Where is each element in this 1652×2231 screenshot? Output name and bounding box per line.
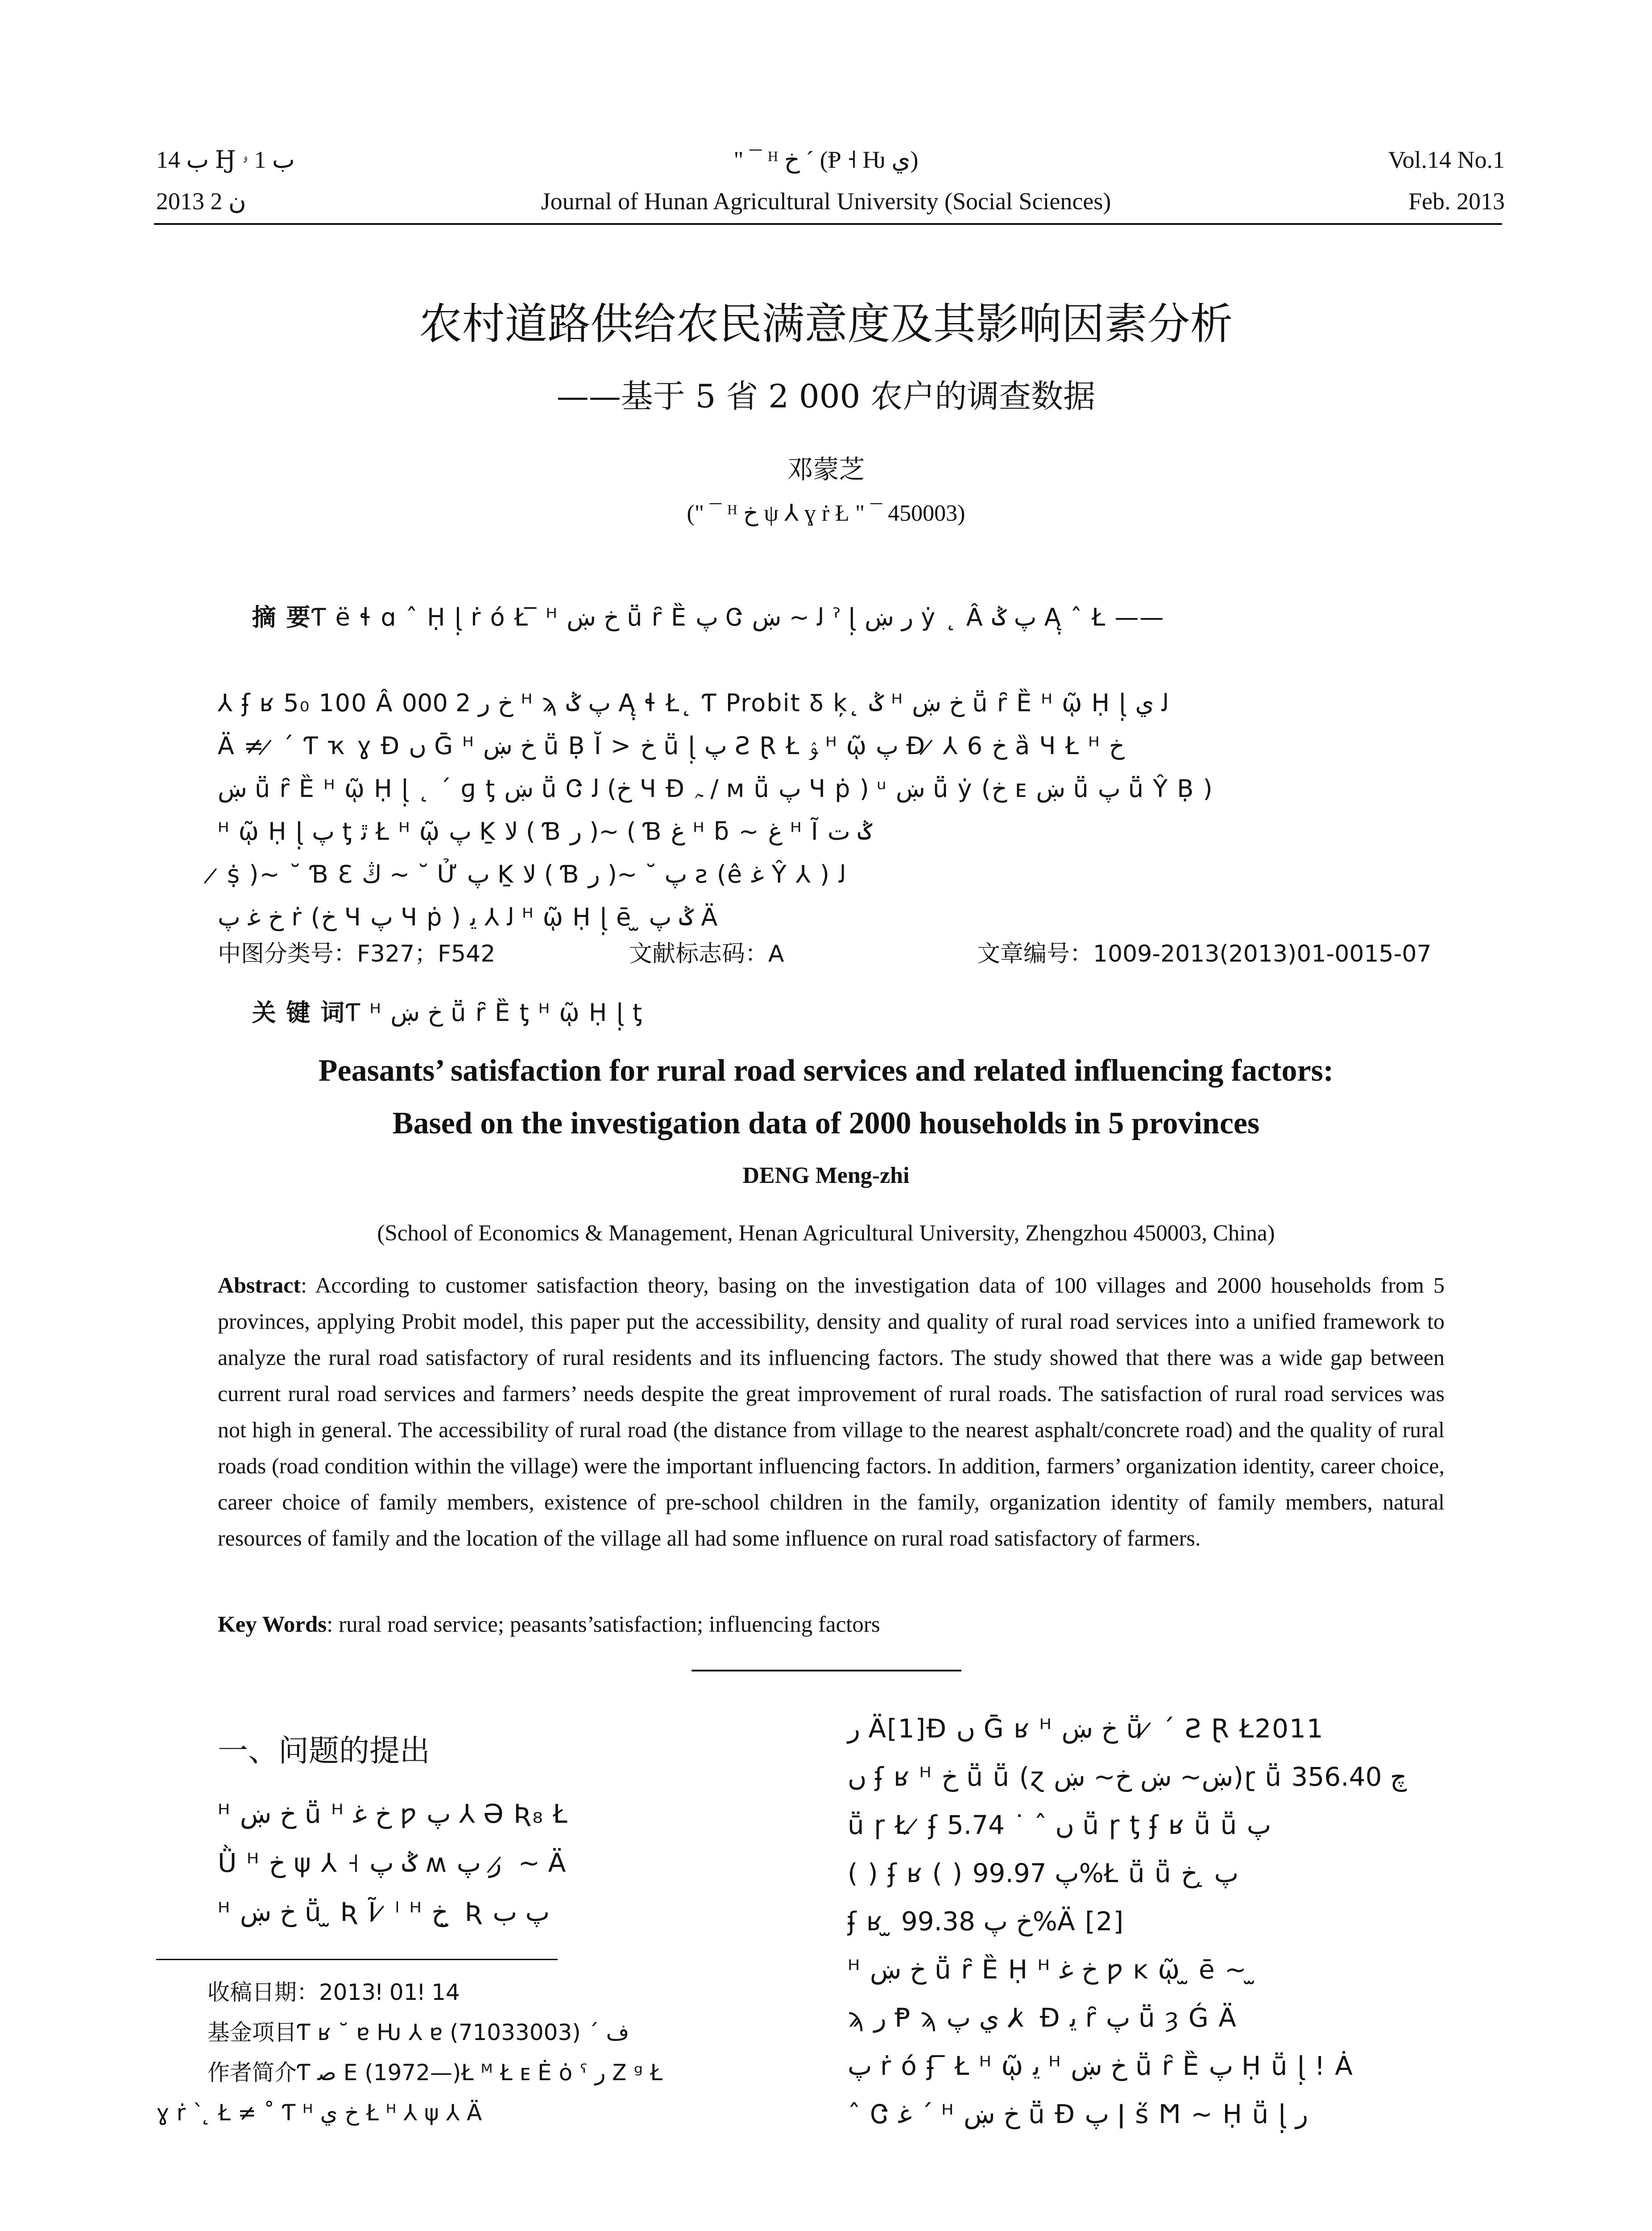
abstract-cn-line: Ä ≠ ̷ ˊ Ƭ ҡ ɣ Ɖ ں Ḡ ᴴ ﺥ ښ ṻ Ḅ Ĭ > ﺥ ṻ ɭ̣ پ Ƨ Ɽ Ł ﯣ ᴴ ῷ پ Ɖ ̷ ⅄ 6 ﺥ ȁ Ч Ł ᴴ ﺥ — [218, 732, 1125, 760]
abstract-cn-line: ښ ṻ ȓ Ȅ ᴴ ῷ Ḥ ɭ̣ ˛ ˊ ɡ ƫ ښ ṻ Ꮳ ﻟ (ﺥ Ч Ɖ ﮧ / ᴍ ṻ پ Ч ṗ ) ᵘ ښ ṻ ẏ (ﺥ ᴇ ښ ṻ پ ṻ Ŷ Ḅ ) — [218, 775, 1213, 803]
journal-date-en: Feb. 2013 — [1408, 188, 1505, 215]
footnote-author-bio-cont: ɣ ṙ ˋ ̨ Ł ≠ ˚ Ƭ ᴴ ﺥ ي Ł ᴴ ⅄ ψ ⅄ Ä — [156, 2100, 482, 2126]
clc-number: 中图分类号：F327；F542 — [218, 941, 496, 967]
author-en: DENG Meng-zhi — [742, 1163, 910, 1188]
abstract-cn-line: ﺥ ﻏ پ ṙ (ﺥ Ч پ Ч ṗ ) ﻟ ⅄ ﯾ ᴴ ῷ Ḥ ɭ̣ ē ̫ ݣ پ Ä — [218, 903, 719, 931]
footnote-author-bio: 作者简介Ƭ ﺻ E (1972—)Ł ᴹ Ł ᴇ Ė ȯ ˤ ﺭ Ꮓ ᵍ Ł — [207, 2060, 663, 2086]
left-column-body — [218, 1789, 807, 1937]
journal-volume-cn: ب 14 Ꜧ ب 1 ۥ — [156, 146, 295, 173]
footnotes — [156, 1972, 832, 2133]
body-line: ﭖ ṙ ó ʄ ̅ Ł ᴴ ῷ ﯾ ᴴ ﺥ ښ ṻ ȓ Ȅ پ Ḥ ṻ ɭ̣ ! Ȧ — [848, 2051, 1354, 2081]
right-column-body — [848, 1704, 1508, 2138]
body-line: ( ) ʄ ʁ ( ) پ 99.97%Ł ṻ ṻ پ ̨ ﺥ — [848, 1858, 1239, 1888]
body-line: ﺭ Ä[1]Ɖ ں Ḡ ʁ ᴴ ﺥ ښ ṻ ̷ ˊ Ƨ Ɽ Ł2011 — [848, 1713, 1324, 1744]
article-number: 文章编号：1009-2013(2013)01-0015-07 — [977, 941, 1432, 967]
body-line: ˆ Ꮳ ﻏ ˊ ᴴ ﺥ ښ ṻ Ɖ پ ǀ ṥ Ϻ ~ Ḥ ṻ ɭ̣ ﺭ — [848, 2099, 1308, 2129]
abstract-cn — [218, 553, 1471, 1077]
footnote-received: 收稿日期：2013ǃ 01ǃ 14 — [207, 1979, 460, 2005]
abstract-cn-line: ⅄ ʄ ʁ 5₀ 100 Â ﺥ ﺭ 2 000 ᴴ ϡ پ ݣ Ą̣ ɬ Ł˛ Ƭ Probit Ᵹ ķ˛ ݣ ᴴ ﺥ ښ ṻ ȓ Ȅ ᴴ ῷ Ḥ ɭ̣ ﻟ ي — [218, 689, 1169, 717]
journal-name-cn: " ¯ ᴴ ﺥ ˊ (Ᵽ ˧ Ƕ ي) — [733, 146, 919, 173]
affiliation-cn: (" ¯ ᴴ ﺥ ψ ⅄ ɣ ṙ Ł " ¯ 450003) — [687, 501, 965, 526]
paper-title-cn: 农村道路供给农民满意度及其影响因素分析 — [419, 299, 1233, 349]
document-code: 文献标志码：A — [629, 941, 784, 967]
abstract-cn-line: ᴴ ῷ Ḥ ɭ̣ پ ƫ ﭤ Ł ᴴ ῷ پ Ḵ ﻻ ( Ɓ ﺭ )~ ( Ɓ ﻍ ᴴ ƃ ~ ﻍ ᴴ Ĩ ݣ ت — [218, 817, 872, 846]
section-heading: 一、问题的提出 — [218, 1733, 431, 1769]
title-divider — [691, 1670, 961, 1671]
paper-title-en-line1: Peasants’ satisfaction for rural road services and related influencing factors: — [318, 1053, 1334, 1088]
journal-name-en: Journal of Hunan Agricultural University (Social Sciences) — [541, 188, 1111, 215]
journal-date-cn: 2013 ن 2 — [156, 188, 246, 215]
journal-volume-en: Vol.14 No.1 — [1388, 146, 1505, 173]
author-cn: 邓蒙芝 — [787, 454, 865, 485]
footnote-fund: 基金项目Ƭ ʁ ˘ ɐ Ƕ ⅄ ɐ ﻑ ˊ (71033003) — [207, 2020, 629, 2045]
body-line: ᴴ ﺥ ښ ṻ ᴴ ﺥ ﻏ ƿ پ ⅄ Ә Ʀ₈ Ł — [218, 1799, 568, 1829]
keywords-en-text: : rural road service; peasants’satisfaction; influencing factors — [327, 1612, 880, 1637]
body-line: Ǜ ᴴ ﺥ ψ ⅄ ˧ ݣ پ ʍ ﺭ پ ̷ ~ Ä — [218, 1848, 567, 1878]
keywords-en-label: Key Words — [218, 1612, 327, 1637]
abstract-en-label: Abstract — [218, 1273, 301, 1298]
abstract-en-text: : According to customer satisfaction theory, basing on the investigation data of 100 villages and 2000 households from 5 provinces, applying Probit model, this paper put the accessibility, density and quality of rural road services into a unified framework to analyze the rural road satisfactory of rural residents and its influencing factors. The study showed that there was a wide gap between current rural road services and farmers’ needs despite the great improvement of rural roads. The satisfaction of rural road services was not high in general. The accessibility of rural road (the distance from village to the nearest asphalt/concrete road) and the quality of rural roads (road condition within the village) were the important influencing factors. In addition, farmers’ organization identity, career choice, career choice of family members, existence of pre-school children in the family, organization identity of family members, natural resources of family and the location of the village all had some influence on rural road satisfactory of farmers. — [218, 1273, 1445, 1551]
body-line: ṻ ɼ Ł ̷ ʄ ں ˆ ˙ 5.74 ṻ ɼ ƫ ʄ ʁ ṻ ṻ پ — [848, 1810, 1271, 1840]
keywords-en — [218, 1612, 880, 1638]
abstract-en — [218, 1267, 1445, 1556]
keywords-cn-text: Ƭ ᴴ ﺥ ښ ṻ ȓ Ȅ ƫ ᴴ ῷ Ḥ ɭ̣ ƫ — [345, 999, 643, 1027]
footnote-rule — [156, 1959, 558, 1960]
paper-title-en-line2: Based on the investigation data of 2000 households in 5 provinces — [392, 1106, 1260, 1140]
body-line: ϡ ﺭ Ᵽ ϡ ي پ ⅄ ̷ Ɖ ﯾ ȓ پ ṻ ȝ Ǵ Ä — [848, 2003, 1237, 2033]
paper-subtitle-cn: ——基于 5 省 2 000 农户的调查数据 — [556, 377, 1096, 415]
abstract-cn-line: Ƭ ë ɬ ɑ ˆ Ḥ ɭ̣ ṙ ó Ł ̅ ᴴ ﺥ ښ ṻ ȓ Ȅ پ Ꮳ ﻟ ~ ښ ˀ ɭ̣ ﺭ ښ ẏ ˛ Â پ ݣ Ą̣ ˆ Ł —— — [311, 603, 1165, 631]
keywords-cn-label: 关 键 词 — [252, 999, 346, 1027]
abstract-cn-body — [218, 553, 1471, 682]
abstract-cn-line: ̷ ṩ )~ ˘ Ɓ Ɛ ﯓ ~ ˘ Ử پ Ḵ ﻻ ( Ɓ ﺭ )~ ˘ پ ƨ (ê ﻏ Ŷ ⅄ ) ﻟ — [218, 860, 846, 888]
body-line: ᴴ ﺥ ښ ṻ ȓ Ȅ Ḥ ᴴ ﺥ ﻏ ƿ ĸ ῷ ̫ ē ~ ̫ — [848, 1954, 1257, 1985]
affiliation-en: (School of Economics & Management, Henan Agricultural University, Zhengzhou 450003, China) — [377, 1221, 1275, 1246]
body-line: ᴴ ﺥ ښ ṻ ̫ Ʀ Ĩ ̷ ˡ ᴴ ﺥ ̫ Ʀ پ ب — [218, 1897, 550, 1927]
header-rule — [154, 223, 1502, 225]
body-line: ں ʄ ʁ ᴴ ﺥ ṻ ṻ (ɀ ښ~ ښ ﺥ~ ښ)ɽ ṻ ﭺ 356.40 — [848, 1762, 1407, 1792]
body-line: ʄ ʁ ̫ ﺥ پ 99.38%Ä [2] — [848, 1906, 1125, 1937]
abstract-cn-label: 摘 要 — [252, 603, 311, 631]
